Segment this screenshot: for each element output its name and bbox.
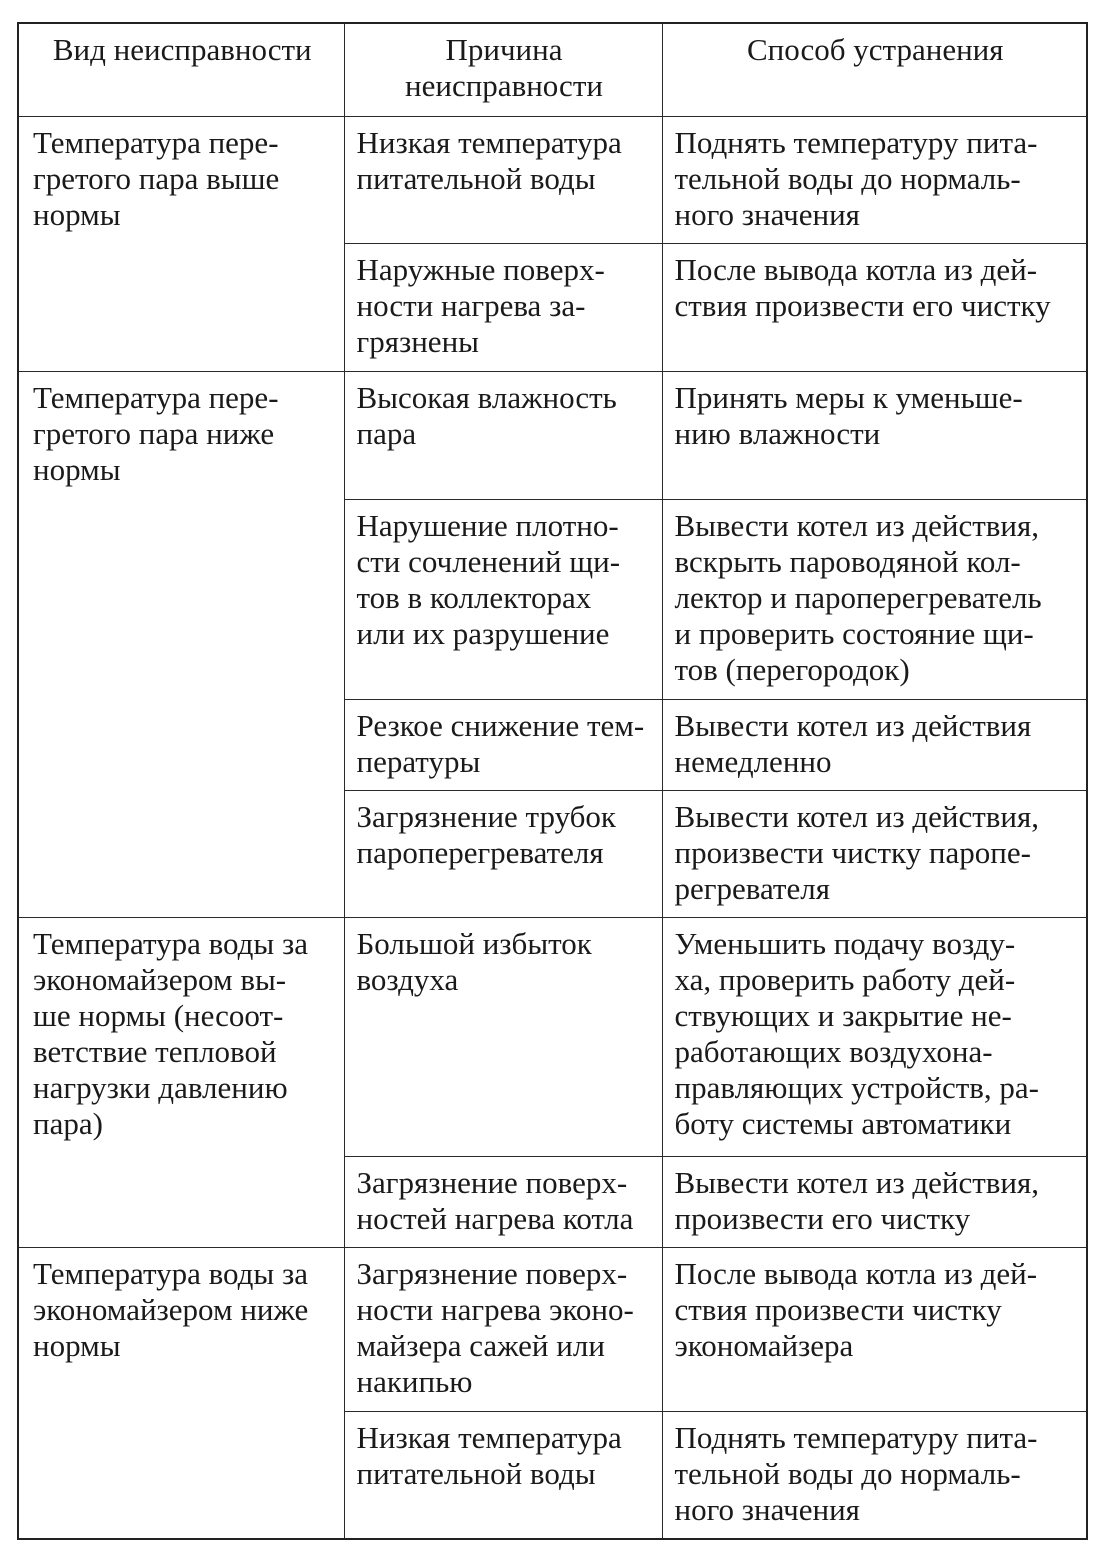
table-row bbox=[18, 117, 1087, 244]
fault-type-cell: Температура воды за экономайзером вы- ше нормы (несоот- ветствие тепловой нагрузки давлению пара) bbox=[18, 918, 344, 1248]
header-row bbox=[18, 23, 1087, 117]
column-header-cause: Причина неисправности bbox=[344, 23, 662, 117]
fault-type-cell: Температура пере- гретого пара выше нормы bbox=[18, 117, 344, 372]
remedy-cell: После вывода котла из дей- ствия произвести чистку экономайзера bbox=[662, 1248, 1087, 1412]
cause-cell: Низкая температура питательной воды bbox=[344, 117, 662, 244]
cause-cell: Низкая температура питательной воды bbox=[344, 1412, 662, 1540]
cause-cell: Нарушение плотно- сти сочленений щи- тов в коллекторах или их разрушение bbox=[344, 500, 662, 700]
table-header bbox=[18, 23, 1087, 117]
column-header-fault-type: Вид неисправности bbox=[18, 23, 344, 117]
document-page bbox=[17, 22, 1086, 1540]
remedy-cell: Поднять температуру пита- тельной воды до нормаль- ного значения bbox=[662, 1412, 1087, 1540]
cause-cell: Загрязнение поверх- ностей нагрева котла bbox=[344, 1157, 662, 1248]
remedy-cell: Вывести котел из действия, произвести чистку паропе- регревателя bbox=[662, 791, 1087, 918]
table-row bbox=[18, 918, 1087, 1157]
remedy-cell: Поднять температуру пита- тельной воды до нормаль- ного значения bbox=[662, 117, 1087, 244]
fault-type-cell: Температура воды за экономайзером ниже нормы bbox=[18, 1248, 344, 1540]
cause-cell: Загрязнение поверх- ности нагрева эконо- майзера сажей или накипью bbox=[344, 1248, 662, 1412]
table-row bbox=[18, 372, 1087, 500]
cause-cell: Высокая влажность пара bbox=[344, 372, 662, 500]
remedy-cell: Вывести котел из действия, произвести его чистку bbox=[662, 1157, 1087, 1248]
cause-cell: Резкое снижение тем- пературы bbox=[344, 700, 662, 791]
table-row bbox=[18, 1248, 1087, 1412]
remedy-cell: Вывести котел из действия немедленно bbox=[662, 700, 1087, 791]
cause-cell: Наружные поверх- ности нагрева за- грязнены bbox=[344, 244, 662, 372]
fault-table bbox=[17, 22, 1088, 1540]
cause-cell: Загрязнение трубок пароперегревателя bbox=[344, 791, 662, 918]
cause-cell: Большой избыток воздуха bbox=[344, 918, 662, 1157]
table-body bbox=[18, 117, 1087, 1540]
column-header-remedy: Способ устранения bbox=[662, 23, 1087, 117]
remedy-cell: После вывода котла из дей- ствия произвести его чистку bbox=[662, 244, 1087, 372]
fault-type-cell: Температура пере- гретого пара ниже нормы bbox=[18, 372, 344, 918]
remedy-cell: Вывести котел из действия, вскрыть пароводяной кол- лектор и пароперегреватель и проверить состояние щи- тов (перегородок) bbox=[662, 500, 1087, 700]
remedy-cell: Принять меры к уменьше- нию влажности bbox=[662, 372, 1087, 500]
remedy-cell: Уменьшить подачу возду- ха, проверить работу дей- ствующих и закрытие не- работающих воздухона- правляющих устройств, ра- боту системы автоматики bbox=[662, 918, 1087, 1157]
